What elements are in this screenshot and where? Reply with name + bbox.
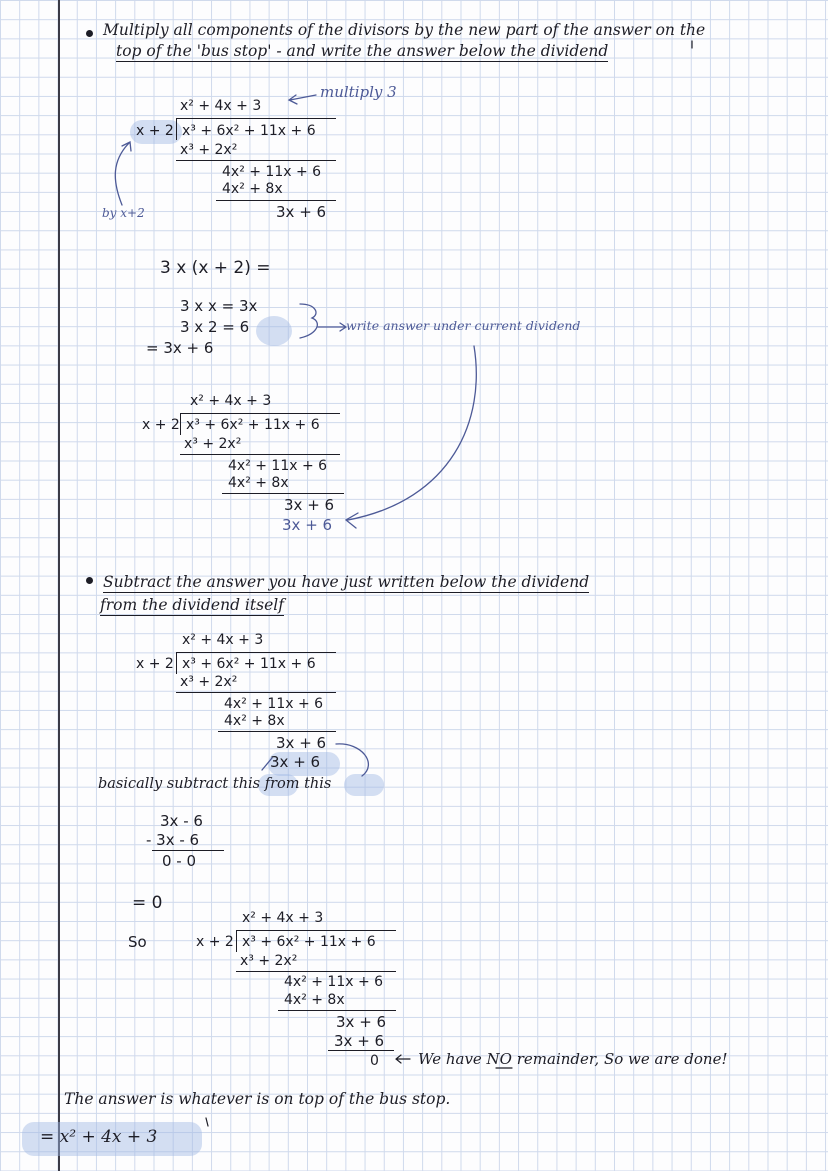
subtract-line-1: [176, 160, 336, 161]
multiply-result: = 3x + 6: [146, 339, 214, 357]
highlight-this-2: [344, 774, 384, 796]
subtraction-row-3: 0 - 0: [162, 852, 197, 870]
dividend: x³ + 6x² + 11x + 6: [242, 934, 376, 950]
dividend: x³ + 6x² + 11x + 6: [186, 417, 320, 433]
arrow-write: [318, 323, 346, 331]
subtrahend-3: 3x + 6: [270, 753, 321, 771]
multiply-line-1: 3 x x = 3x: [180, 297, 258, 315]
quotient: x² + 4x + 3: [190, 393, 272, 409]
subtract-line-2: [216, 200, 336, 201]
step1-instruction-line2: top of the 'bus stop' - and write the answer below the dividend: [116, 42, 609, 60]
subtrahend-3: 3x + 6: [282, 516, 333, 534]
subtract-line-1: [176, 692, 336, 693]
subtract-line-2: [278, 1010, 396, 1011]
subtraction-row-1: 3x - 6: [160, 812, 203, 830]
bullet-step1: [86, 30, 93, 37]
divisor: x + 2: [142, 417, 180, 433]
arrow-by: [115, 142, 131, 205]
bullet-step2: [86, 577, 93, 584]
subtrahend-3: 3x + 6: [334, 1032, 385, 1050]
subtrahend-1: x³ + 2x²: [184, 436, 242, 452]
multiply-expression: 3 x (x + 2) =: [160, 258, 271, 278]
arrow-done: [396, 1055, 410, 1063]
step2-instruction-line2: from the dividend itself: [100, 596, 284, 614]
remainder-1: 4x² + 11x + 6: [284, 974, 384, 990]
quotient: x² + 4x + 3: [182, 632, 264, 648]
subtract-line-2: [222, 493, 344, 494]
step1-instruction-line1: Multiply all components of the divisors by the new part of the answer on the: [103, 21, 706, 39]
dividend: x³ + 6x² + 11x + 6: [182, 656, 316, 672]
arrow-long: [346, 346, 476, 528]
subtrahend-1: x³ + 2x²: [240, 953, 298, 969]
notebook-margin-line: [58, 0, 60, 1171]
margin-stroke-2: [206, 1118, 208, 1126]
division-bar: [236, 930, 396, 931]
subtrahend-2: 4x² + 8x: [228, 475, 289, 491]
done-note: We have NO remainder, So we are done!: [418, 1050, 728, 1068]
remainder-2: 3x + 6: [276, 734, 327, 752]
by-note: by x+2: [102, 206, 145, 220]
subtraction-line: [152, 850, 224, 851]
division-bracket: [236, 930, 237, 952]
arrow-loop: [336, 744, 368, 776]
division-bar: [176, 118, 336, 119]
bracket-curve: [300, 304, 317, 338]
remainder-1: 4x² + 11x + 6: [222, 164, 322, 180]
subtrahend-1: x³ + 2x²: [180, 142, 238, 158]
subtract-line-3: [328, 1050, 394, 1051]
subtract-note: basically subtract this from this: [98, 776, 332, 792]
arrow-multiply: [289, 95, 316, 104]
answer-statement: The answer is whatever is on top of the bus stop.: [64, 1090, 451, 1108]
divisor: x + 2: [196, 934, 234, 950]
subtrahend-2: 4x² + 8x: [284, 992, 345, 1008]
write-note: write answer under current dividend: [346, 318, 581, 333]
division-bracket: [176, 118, 177, 140]
multiply-note: multiply 3: [320, 83, 397, 101]
subtraction-row-2: - 3x - 6: [146, 831, 200, 849]
subtract-line-2: [218, 731, 336, 732]
divisor: x + 2: [136, 123, 174, 139]
final-remainder: 0: [370, 1053, 379, 1069]
final-answer: = x² + 4x + 3: [40, 1127, 158, 1147]
remainder-2: 3x + 6: [276, 203, 327, 221]
so-label: So: [128, 933, 147, 951]
step2-instruction-line1: Subtract the answer you have just written below the dividend: [103, 573, 590, 591]
subtrahend-1: x³ + 2x²: [180, 674, 238, 690]
division-bar: [176, 652, 336, 653]
remainder-2: 3x + 6: [284, 496, 335, 514]
highlight-six: [256, 316, 292, 346]
remainder-1: 4x² + 11x + 6: [228, 458, 328, 474]
subtract-line-1: [236, 971, 396, 972]
remainder-2: 3x + 6: [336, 1013, 387, 1031]
quotient: x² + 4x + 3: [242, 910, 324, 926]
division-bracket: [176, 652, 177, 674]
divisor: x + 2: [136, 656, 174, 672]
subtrahend-2: 4x² + 8x: [222, 181, 283, 197]
remainder-1: 4x² + 11x + 6: [224, 696, 324, 712]
division-bracket: [180, 413, 181, 435]
multiply-line-2: 3 x 2 = 6: [180, 318, 250, 336]
quotient: x² + 4x + 3: [180, 98, 262, 114]
dividend: x³ + 6x² + 11x + 6: [182, 123, 316, 139]
subtract-line-1: [180, 454, 340, 455]
subtrahend-2: 4x² + 8x: [224, 713, 285, 729]
equals-zero: = 0: [132, 893, 163, 913]
division-bar: [180, 413, 340, 414]
